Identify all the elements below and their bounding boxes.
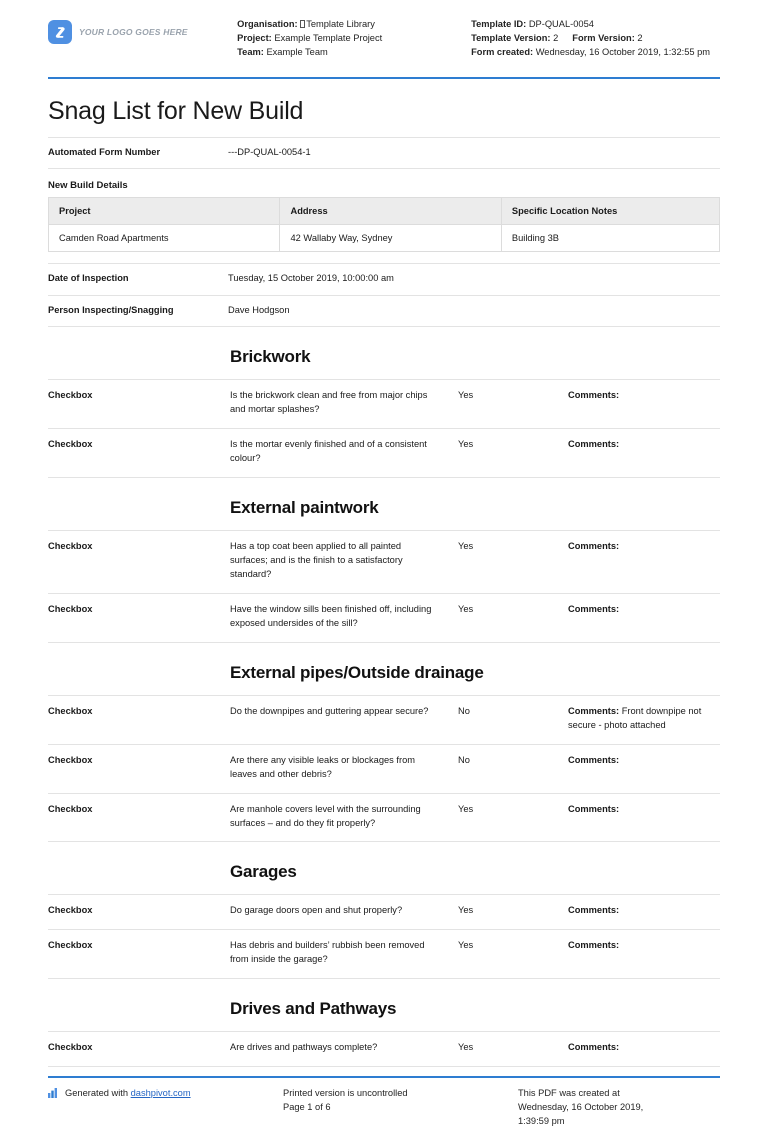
comments-label: Comments: xyxy=(568,541,620,552)
comments-label: Comments: xyxy=(568,390,620,401)
checklist-answer[interactable]: Yes xyxy=(458,603,474,614)
footer-printed-block xyxy=(283,1087,518,1115)
header-meta-left xyxy=(237,17,471,59)
date-of-inspection-row xyxy=(48,263,720,295)
organisation-line xyxy=(237,17,471,31)
checklist-row xyxy=(48,793,720,843)
checklist-comments[interactable] xyxy=(568,603,720,617)
automated-form-number-label: Automated Form Number xyxy=(48,147,161,157)
section-heading: Drives and Pathways xyxy=(230,999,397,1019)
comments-label: Comments: xyxy=(568,803,620,814)
checklist-comments[interactable] xyxy=(568,1041,720,1055)
form-created-line xyxy=(471,45,720,59)
checklist-answer[interactable]: Yes xyxy=(458,940,474,951)
project-value: Example Template Project xyxy=(274,33,383,44)
document-header xyxy=(48,0,720,66)
checklist-comments[interactable] xyxy=(568,939,720,953)
company-logo-icon xyxy=(48,20,72,44)
checklist-question: Are there any visible leaks or blockages from leaves and other debris? xyxy=(230,754,415,779)
section-heading: Brickwork xyxy=(230,347,311,367)
automated-form-number-row xyxy=(48,137,720,169)
table-row xyxy=(49,225,720,252)
checklist-question: Is the mortar evenly finished and of a consistent colour? xyxy=(230,439,427,464)
automated-form-number-value: ---DP-QUAL-0054-1 xyxy=(228,147,311,157)
checklist-question: Are drives and pathways complete? xyxy=(230,1042,378,1053)
team-label: Team: xyxy=(237,47,264,58)
comments-label: Comments: xyxy=(568,603,620,614)
date-of-inspection-value: Tuesday, 15 October 2019, 10:00:00 am xyxy=(228,273,394,284)
checklist-question: Are manhole covers level with the surrounding surfaces – and do they fit properly? xyxy=(230,803,421,828)
dashpivot-link[interactable]: dashpivot.com xyxy=(130,1088,191,1099)
checklist-row xyxy=(48,744,720,793)
footer-created-block xyxy=(518,1087,720,1128)
comments-label: Comments: xyxy=(568,439,620,450)
footer-generated-block xyxy=(48,1087,283,1103)
new-build-details-label: New Build Details xyxy=(48,180,128,192)
comments-label: Comments: xyxy=(568,940,620,951)
header-divider xyxy=(48,77,720,79)
document-footer xyxy=(48,1078,720,1128)
template-version-value: 2 xyxy=(553,33,559,44)
checklist-answer[interactable]: No xyxy=(458,705,470,716)
checklist-answer[interactable]: Yes xyxy=(458,439,474,450)
checklist-answer[interactable]: No xyxy=(458,754,470,765)
checklist-row xyxy=(48,530,720,593)
checklist-row xyxy=(48,929,720,979)
logo-block xyxy=(48,17,237,44)
section-heading: External pipes/Outside drainage xyxy=(230,662,484,682)
comments-label: Comments: xyxy=(568,705,620,716)
checklist-row xyxy=(48,379,720,428)
person-inspecting-row xyxy=(48,296,720,327)
column-header-address: Address xyxy=(280,198,501,225)
page-title: Snag List for New Build xyxy=(48,97,304,125)
project-label: Project: xyxy=(237,33,272,44)
checklist-row xyxy=(48,593,720,643)
checklist-comments[interactable] xyxy=(568,904,720,918)
project-line xyxy=(237,31,471,45)
section-heading: Garages xyxy=(230,862,297,882)
checklist-row xyxy=(48,894,720,929)
logo-placeholder-text: YOUR LOGO GOES HERE xyxy=(79,27,188,37)
checklist-comments[interactable] xyxy=(568,540,720,554)
checklist-answer[interactable]: Yes xyxy=(458,541,474,552)
template-id-value: DP-QUAL-0054 xyxy=(528,19,594,29)
version-line xyxy=(471,31,720,45)
comments-label: Comments: xyxy=(568,1042,620,1053)
footer-created-line-3: 1:39:59 pm xyxy=(518,1115,565,1126)
person-inspecting-value: Dave Hodgson xyxy=(228,304,290,315)
form-version-label: Form Version: xyxy=(572,33,635,44)
cell-project: Camden Road Apartments xyxy=(49,225,280,252)
checklist-row xyxy=(48,428,720,478)
missing-glyph-icon xyxy=(300,20,305,28)
footer-created-line-1: This PDF was created at xyxy=(518,1088,620,1099)
template-id-label: Template ID: xyxy=(471,19,527,29)
footer-generated-text xyxy=(65,1087,191,1101)
checklist-question: Is the brickwork clean and free from major chips and mortar splashes? xyxy=(230,390,428,415)
comments-value: Front downpipe not secure - photo attached xyxy=(568,705,702,730)
checklist-answer[interactable]: Yes xyxy=(458,1042,474,1053)
checklist-row xyxy=(48,695,720,744)
form-created-label: Form created: xyxy=(471,47,534,58)
footer-created-line-2: Wednesday, 16 October 2019, xyxy=(518,1101,644,1112)
checkbox-field-label: Checkbox xyxy=(48,940,93,951)
checkbox-field-label: Checkbox xyxy=(48,1042,93,1053)
footer-page-number: Page 1 of 6 xyxy=(283,1101,331,1112)
checkbox-field-label: Checkbox xyxy=(48,705,93,716)
form-created-value: Wednesday, 16 October 2019, 1:32:55 pm xyxy=(535,47,711,58)
checkbox-field-label: Checkbox xyxy=(48,905,93,916)
organisation-label: Organisation: xyxy=(237,19,298,29)
comments-label: Comments: xyxy=(568,754,620,765)
footer-printed-line-1: Printed version is uncontrolled xyxy=(283,1088,408,1099)
cell-address: 42 Wallaby Way, Sydney xyxy=(280,225,501,252)
bar-chart-icon xyxy=(48,1088,59,1103)
checklist-sections xyxy=(48,327,720,1067)
checkbox-field-label: Checkbox xyxy=(48,439,93,450)
column-header-location-notes: Specific Location Notes xyxy=(501,198,719,225)
checkbox-field-label: Checkbox xyxy=(48,541,93,552)
form-version-value: 2 xyxy=(637,33,643,44)
checklist-comments[interactable] xyxy=(568,705,720,733)
checklist-question: Has a top coat been applied to all painted surfaces; and is the finish to a satisfactory standard? xyxy=(230,541,403,580)
person-inspecting-label: Person Inspecting/Snagging xyxy=(48,304,174,315)
new-build-details-table xyxy=(48,197,720,252)
team-value: Example Team xyxy=(266,47,328,58)
checklist-comments[interactable] xyxy=(568,803,720,817)
footer-generated-prefix: Generated with xyxy=(65,1088,131,1099)
comments-label: Comments: xyxy=(568,905,620,916)
checklist-question: Have the window sills been finished off, including exposed undersides of the sill? xyxy=(230,603,432,628)
checklist-comments[interactable] xyxy=(568,389,720,403)
template-id-line xyxy=(471,17,720,31)
team-line xyxy=(237,45,471,59)
organisation-value: Template Library xyxy=(306,19,375,29)
checklist-question: Do the downpipes and guttering appear secure? xyxy=(230,705,429,716)
column-header-project: Project xyxy=(49,198,280,225)
template-version-label: Template Version: xyxy=(471,33,551,44)
header-meta-right xyxy=(471,17,720,59)
section-heading: External paintwork xyxy=(230,498,379,518)
table-header-row xyxy=(49,198,720,225)
checkbox-field-label: Checkbox xyxy=(48,803,93,814)
checklist-answer[interactable]: Yes xyxy=(458,905,474,916)
checklist-answer[interactable]: Yes xyxy=(458,390,474,401)
checklist-question: Do garage doors open and shut properly? xyxy=(230,905,403,916)
checklist-comments[interactable] xyxy=(568,754,720,768)
checkbox-field-label: Checkbox xyxy=(48,390,93,401)
checklist-row xyxy=(48,1031,720,1067)
date-of-inspection-label: Date of Inspection xyxy=(48,273,129,284)
checkbox-field-label: Checkbox xyxy=(48,754,93,765)
checklist-answer[interactable]: Yes xyxy=(458,803,474,814)
cell-location-notes: Building 3B xyxy=(501,225,719,252)
checkbox-field-label: Checkbox xyxy=(48,603,93,614)
checklist-question: Has debris and builders’ rubbish been removed from inside the garage? xyxy=(230,940,425,965)
checklist-comments[interactable] xyxy=(568,438,720,452)
